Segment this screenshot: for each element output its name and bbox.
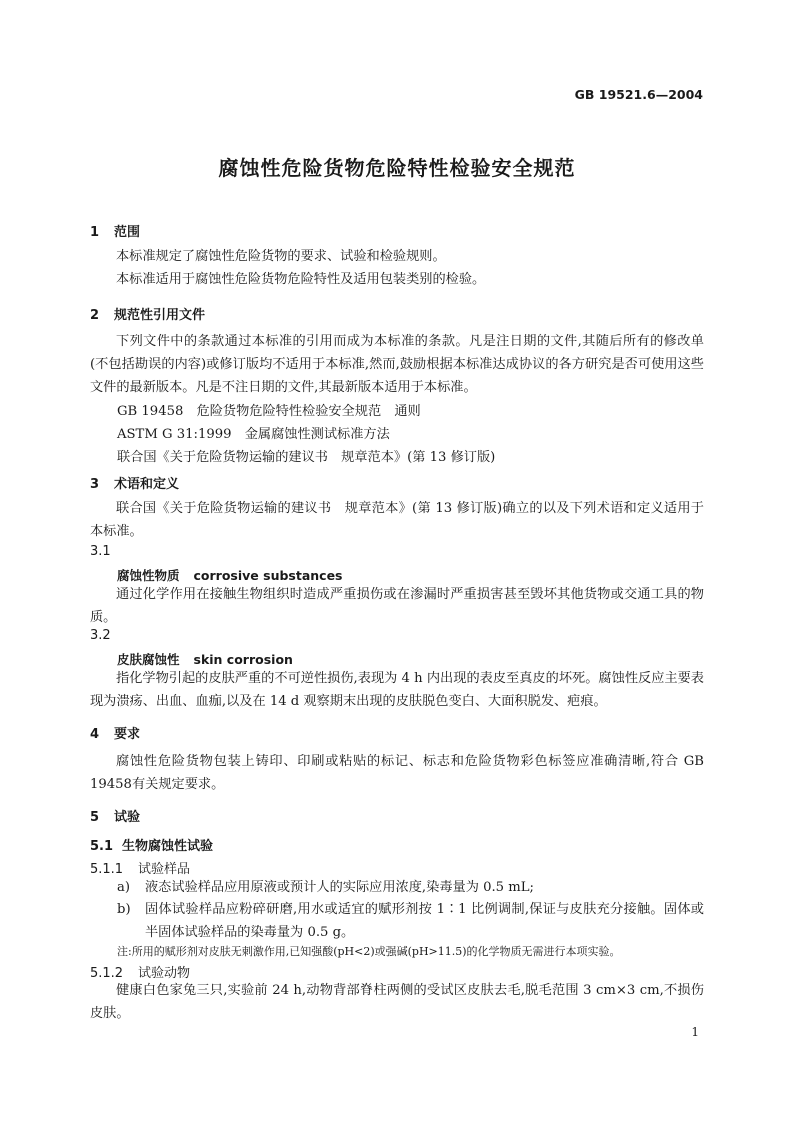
reference-item: GB 19458 危险货物危险特性检验安全规范 通则 xyxy=(117,404,421,419)
note: 注:所用的赋形剂对皮肤无刺激作用,已知强酸(pH<2)或强碱(pH>11.5)的化学物质无需进行本项实验。 xyxy=(117,945,621,958)
list-item-text: 液态试验样品应用原液或预计人的实际应用浓度,染毒量为 0.5 mL; xyxy=(145,880,534,895)
scope-paragraph-1: 本标准规定了腐蚀性危险货物的要求、试验和检验规则。 xyxy=(116,249,446,264)
term-en: skin corrosion xyxy=(193,652,293,667)
section-title: 试验 xyxy=(114,810,141,825)
requirements-paragraph: 腐蚀性危险货物包装上铸印、印刷或粘贴的标记、标志和危险货物彩色标签应准确清晰,符合 GB 19458有关规定要求。 xyxy=(90,754,704,792)
section-number: 1 xyxy=(90,225,100,240)
section-number: 5.1.2 xyxy=(90,966,124,981)
term-en: corrosive substances xyxy=(193,568,343,583)
section-title: 术语和定义 xyxy=(114,477,180,492)
term-number: 3.1 xyxy=(90,544,111,559)
term-definition: 指化学物引起的皮肤严重的不可逆性损伤,表现为 4 h 内出现的表皮至真皮的坏死。腐蚀性反应主要表现为溃疡、出血、血痂,以及在 14 d 观察期末出现的皮肤脱色变白、大面积脱发、疤痕。 xyxy=(90,671,704,709)
section-5-heading xyxy=(90,806,140,825)
term-heading xyxy=(117,566,343,584)
term-zh: 皮肤腐蚀性 xyxy=(117,652,180,667)
page-number: 1 xyxy=(691,1025,699,1039)
section-3-heading xyxy=(90,473,179,492)
section-4-heading xyxy=(90,723,140,742)
list-item-label: b) xyxy=(117,902,131,917)
scope-paragraph-2: 本标准适用于腐蚀性危险货物危险特性及适用包装类别的检验。 xyxy=(116,272,486,287)
list-item xyxy=(117,898,704,944)
list-item xyxy=(117,876,704,899)
standard-number: GB 19521.6—2004 xyxy=(574,87,703,102)
subsection-5-1-heading xyxy=(90,835,213,854)
section-number: 5 xyxy=(90,810,100,825)
section-title: 范围 xyxy=(114,225,141,240)
section-title: 生物腐蚀性试验 xyxy=(122,839,214,854)
section-number: 5.1.1 xyxy=(90,862,124,877)
term-heading xyxy=(117,650,293,668)
term-number: 3.2 xyxy=(90,628,111,643)
list-item-label: a) xyxy=(117,880,131,895)
reference-item: ASTM G 31:1999 金属腐蚀性测试标准方法 xyxy=(117,427,390,442)
section-number: 5.1 xyxy=(90,839,114,854)
reference-item: 联合国《关于危险货物运输的建议书 规章范本》(第 13 修订版) xyxy=(117,450,496,465)
subsection-5-1-1-heading xyxy=(90,858,190,877)
section-number: 3 xyxy=(90,477,100,492)
section-number: 2 xyxy=(90,308,100,323)
list-item-text: 固体试验样品应粉碎研磨,用水或适宜的赋形剂按 1∶1 比例调制,保证与皮肤充分接触。固体或半固体试验样品的染毒量为 0.5 g。 xyxy=(145,902,704,940)
section-title: 规范性引用文件 xyxy=(114,308,206,323)
section-number: 4 xyxy=(90,727,100,742)
test-animal-paragraph: 健康白色家兔三只,实验前 24 h,动物背部脊柱两侧的受试区皮肤去毛,脱毛范围 3 cm×3 cm,不损伤皮肤。 xyxy=(90,983,704,1021)
section-2-heading xyxy=(90,304,205,323)
page-title: 腐蚀性危险货物危险特性检验安全规范 xyxy=(218,156,576,180)
references-paragraph: 下列文件中的条款通过本标准的引用而成为本标准的条款。凡是注日期的文件,其随后所有的修改单(不包括勘误的内容)或修订版均不适用于本标准,然而,鼓励根据本标准达成协议的各方研究是否可使用这些文件的最新版本。凡是不注日期的文件,其最新版本适用于本标准。 xyxy=(90,334,704,395)
term-definition: 通过化学作用在接触生物组织时造成严重损伤或在渗漏时严重损害甚至毁坏其他货物或交通工具的物质。 xyxy=(90,587,704,625)
section-title: 试验样品 xyxy=(138,862,191,877)
section-title: 试验动物 xyxy=(138,966,191,981)
terms-intro-paragraph: 联合国《关于危险货物运输的建议书 规章范本》(第 13 修订版)确立的以及下列术语和定义适用于本标准。 xyxy=(90,501,704,539)
section-title: 要求 xyxy=(114,727,141,742)
term-zh: 腐蚀性物质 xyxy=(117,568,180,583)
section-1-heading xyxy=(90,221,140,240)
